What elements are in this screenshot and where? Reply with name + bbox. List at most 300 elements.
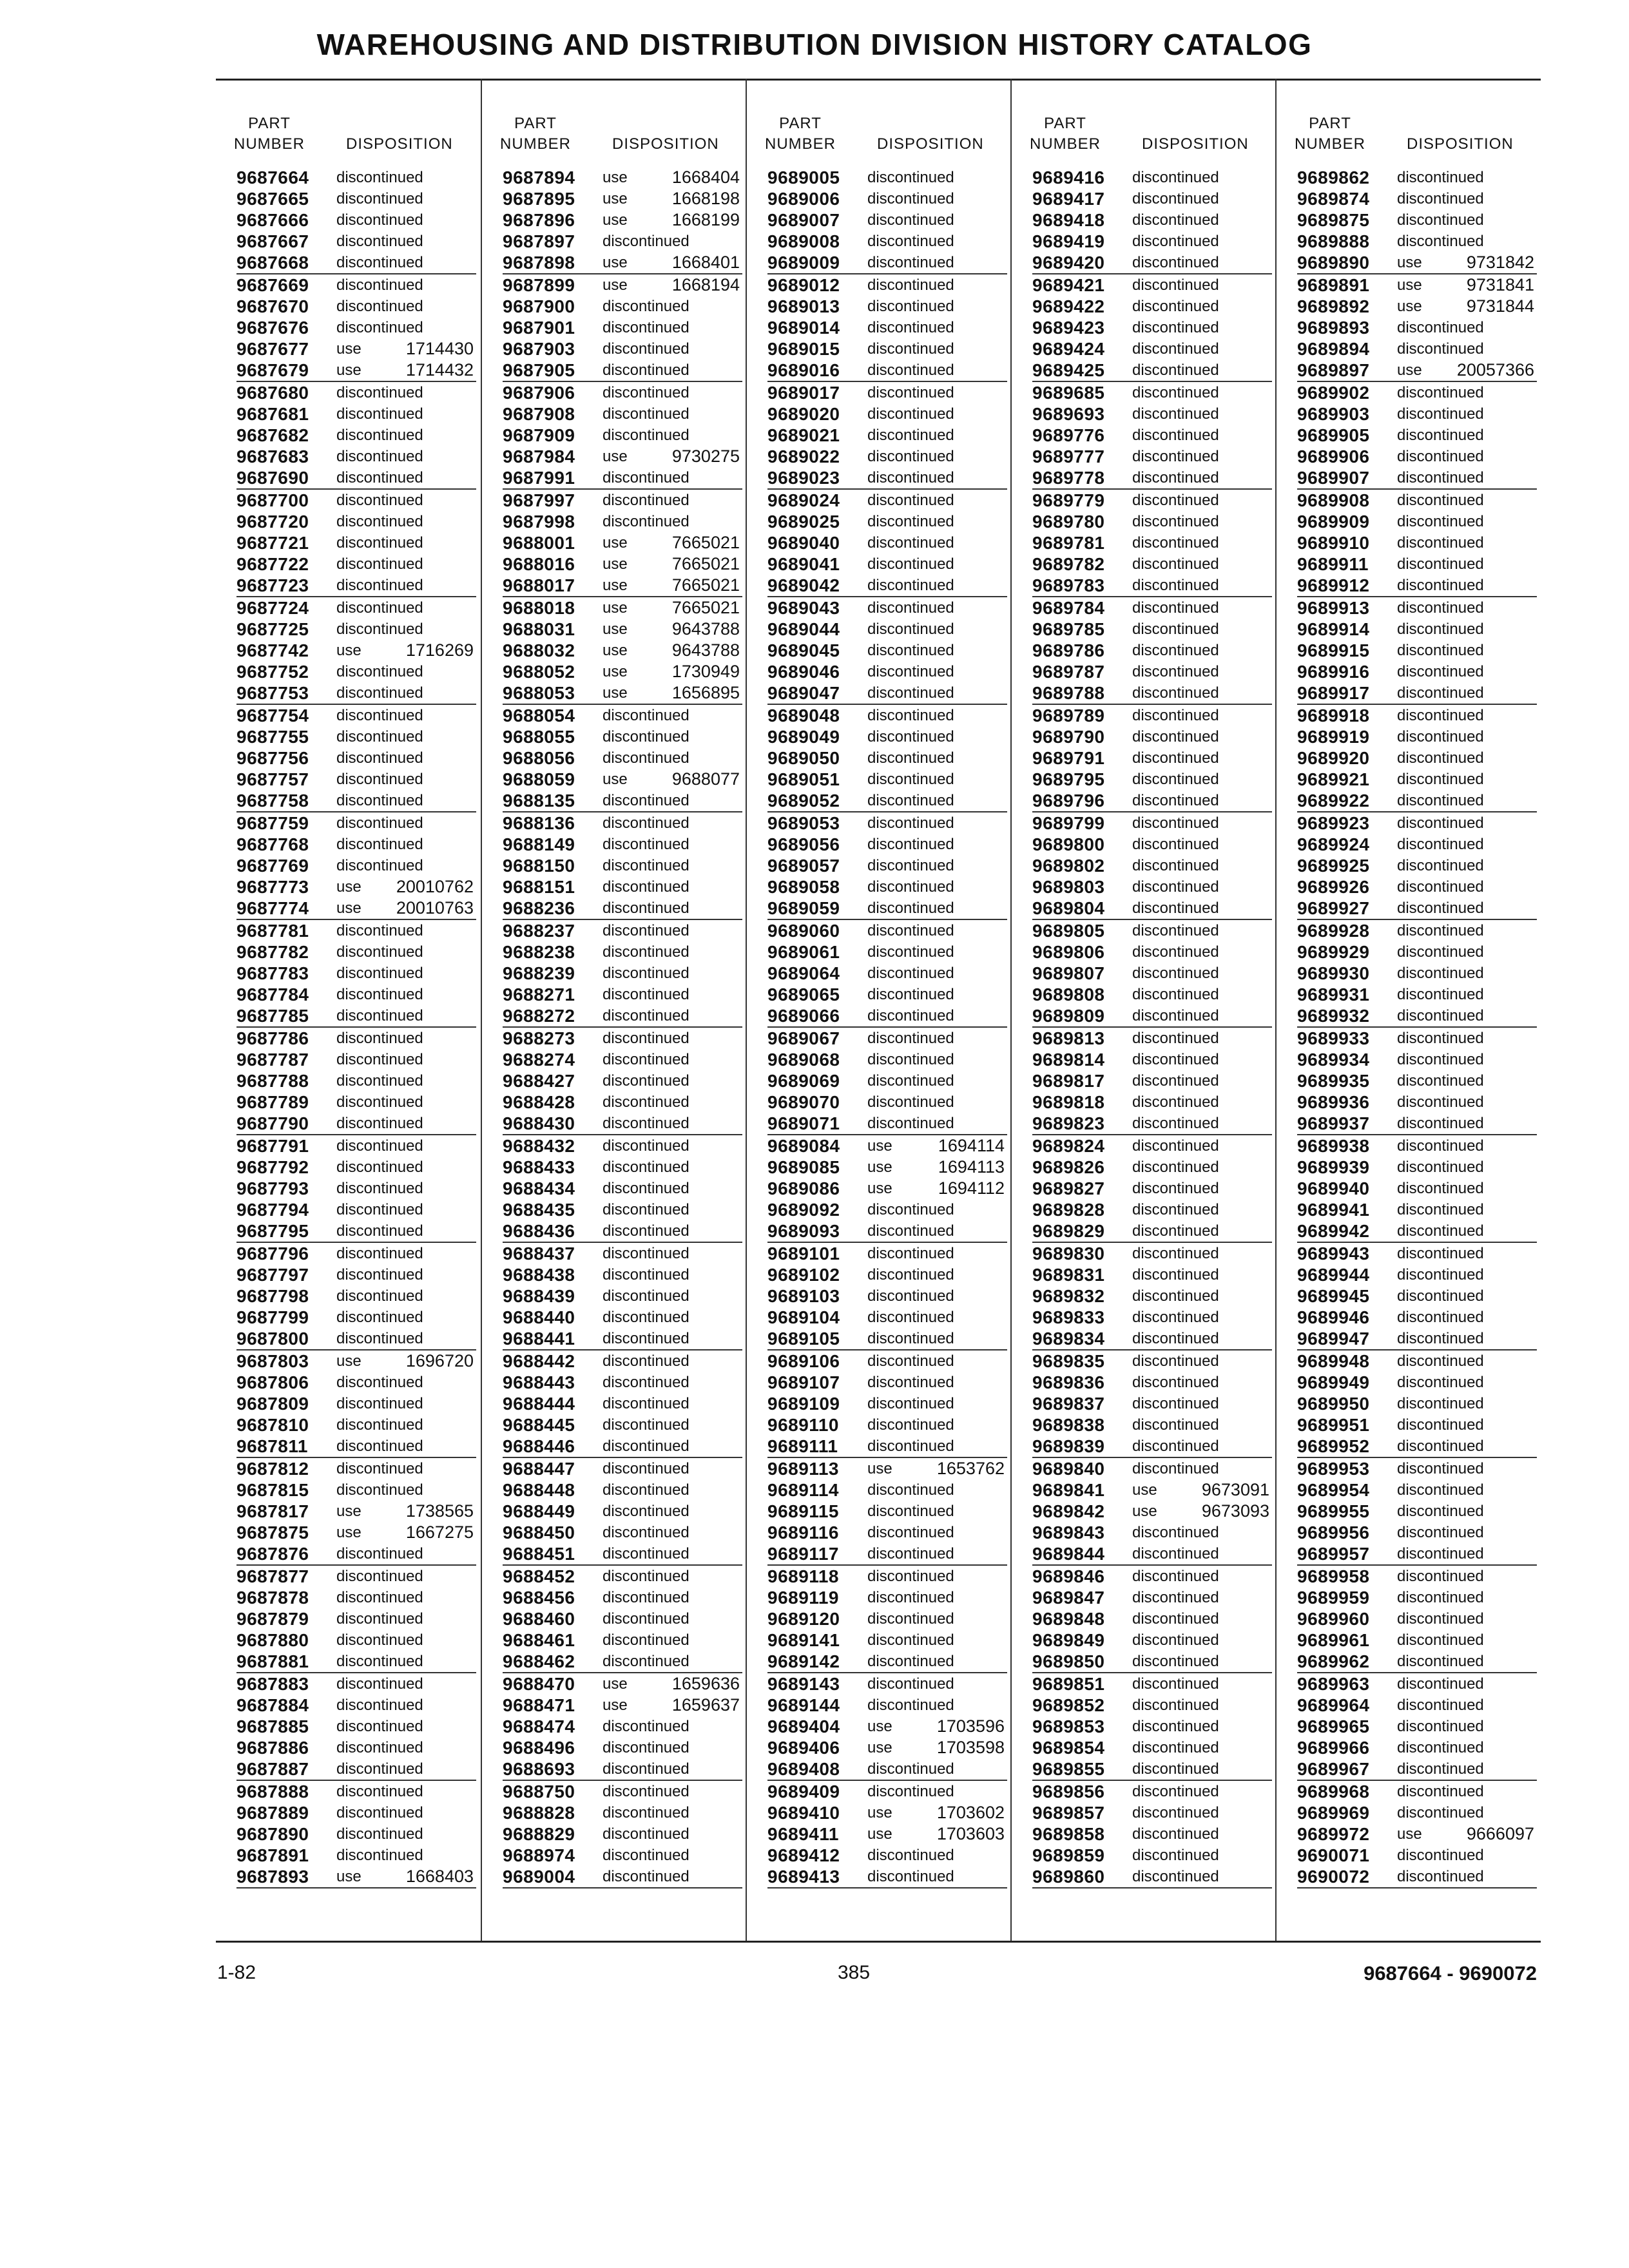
disposition: discontinued [1132,1374,1219,1391]
catalog-row [1297,403,1537,425]
disposition: discontinued [1397,555,1484,573]
catalog-row [767,1264,1007,1285]
part-number: 9689832 [1032,1286,1105,1306]
disposition: use [602,534,628,552]
catalog-row [1297,575,1537,597]
disposition: discontinued [336,922,423,939]
disposition: use [867,1804,892,1821]
disposition: discontinued [1132,254,1219,271]
catalog-row [1297,898,1537,920]
disposition: discontinued [867,340,954,358]
replacement-part-number: 1668403 [405,1867,474,1886]
disposition: discontinued [867,684,954,702]
part-number: 9688238 [503,942,575,962]
replacement-part-number: 1716269 [405,640,474,660]
disposition: use [336,1868,361,1885]
disposition: discontinued [336,233,423,250]
part-number: 9687768 [236,834,309,854]
part-number: 9688436 [503,1221,575,1241]
catalog-row [503,403,742,425]
disposition: discontinued [1132,1007,1219,1024]
catalog-row [767,855,1007,876]
disposition: discontinued [336,599,423,617]
replacement-part-number: 1703598 [936,1738,1005,1757]
disposition: discontinued [1397,1330,1484,1347]
part-number: 9689846 [1032,1566,1105,1586]
part-number: 9689834 [1032,1329,1105,1349]
part-number: 9689806 [1032,942,1105,962]
catalog-row [767,1845,1007,1866]
part-number: 9689049 [767,727,840,747]
part-number: 9687909 [503,425,575,445]
part-number: 9687722 [236,554,309,574]
catalog-row [1297,425,1537,446]
disposition: discontinued [1132,1158,1219,1176]
part-number: 9689925 [1297,856,1370,876]
disposition: discontinued [1397,1696,1484,1714]
catalog-row [767,1673,1007,1695]
disposition: discontinued [867,1653,954,1670]
disposition: discontinued [1397,857,1484,874]
part-number: 9689813 [1032,1028,1105,1048]
part-number: 9689953 [1297,1459,1370,1479]
disposition: discontinued [602,922,689,939]
catalog-row [1297,661,1537,682]
disposition: use [602,448,628,465]
disposition: discontinued [1132,1460,1219,1477]
catalog-row [1032,1028,1272,1049]
catalog-row [1297,726,1537,747]
part-number: 9687758 [236,791,309,811]
disposition: discontinued [1132,814,1219,832]
disposition: discontinued [602,965,689,982]
disposition: discontinued [1132,1051,1219,1068]
part-number: 9689911 [1297,554,1369,574]
disposition: discontinued [1397,1503,1484,1520]
disposition: discontinued [1132,1783,1219,1800]
replacement-part-number: 1667275 [405,1523,474,1542]
part-number: 9689778 [1032,468,1105,488]
replacement-part-number: 9731844 [1466,296,1534,316]
part-number: 9687785 [236,1006,309,1026]
part-number: 9689934 [1297,1050,1370,1070]
part-number: 9689009 [767,253,840,273]
catalog-row [767,812,1007,834]
catalog-row [1297,1845,1537,1866]
catalog-column-5 [1275,79,1541,1941]
part-number: 9689118 [767,1566,839,1586]
part-number: 9689933 [1297,1028,1370,1048]
disposition: discontinued [867,749,954,767]
replacement-part-number: 1694112 [938,1178,1005,1198]
part-number: 9689788 [1032,683,1105,703]
catalog-row [1032,1307,1272,1328]
part-number: 9687894 [503,168,575,187]
disposition: discontinued [1132,1222,1219,1240]
disposition: discontinued [336,1201,423,1218]
part-number: 9688053 [503,683,575,703]
catalog-row [503,1350,742,1372]
catalog-row [767,1220,1007,1243]
disposition: discontinued [1397,899,1484,917]
catalog-row [236,769,476,790]
catalog-row [1032,597,1272,619]
catalog-row [767,1716,1007,1737]
replacement-part-number: 7665021 [671,554,740,573]
disposition: discontinued [867,836,954,853]
part-number: 9689418 [1032,210,1105,230]
catalog-row [236,1135,476,1157]
part-number: 9689965 [1297,1716,1370,1736]
disposition: discontinued [336,684,423,702]
disposition: discontinued [867,1245,954,1262]
part-number: 9689016 [767,360,840,380]
part-number: 9689780 [1032,512,1105,532]
catalog-row [767,834,1007,855]
part-number: 9689950 [1297,1394,1370,1414]
catalog-row [1032,296,1272,317]
part-number: 9687809 [236,1394,309,1414]
disposition: discontinued [1397,707,1484,724]
part-number: 9689842 [1032,1501,1105,1521]
disposition: use [602,254,628,271]
catalog-row [767,231,1007,252]
number-label: NUMBER [1030,135,1101,153]
part-number: 9688449 [503,1501,575,1521]
part-number: 9688439 [503,1286,575,1306]
disposition: discontinued [336,1309,423,1326]
catalog-row [767,1005,1007,1028]
part-number: 9689874 [1297,189,1370,209]
replacement-part-number: 9666097 [1466,1824,1534,1843]
disposition: discontinued [1397,1309,1484,1326]
disposition: discontinued [602,1460,689,1477]
disposition: discontinued [867,1675,954,1693]
part-number: 9689903 [1297,404,1370,424]
catalog-row [1032,640,1272,661]
catalog-row [1297,834,1537,855]
catalog-row [503,532,742,553]
catalog-row [767,1866,1007,1888]
disposition: discontinued [336,1568,423,1585]
replacement-part-number: 20057366 [1456,360,1534,380]
part-number: 9689776 [1032,425,1105,445]
part-number: 9687782 [236,942,309,962]
catalog-row [236,661,476,682]
part-number: 9687810 [236,1415,309,1435]
disposition: discontinued [1132,1760,1219,1778]
catalog-row [236,1522,476,1543]
catalog-row [503,317,742,338]
disposition: discontinued [1132,1568,1219,1585]
part-number: 9689070 [767,1092,840,1112]
disposition: use [336,340,361,358]
catalog-row [767,1414,1007,1436]
catalog-row [1032,876,1272,898]
part-number: 9689972 [1297,1824,1370,1844]
catalog-row [503,705,742,726]
part-number: 9689113 [767,1459,839,1479]
disposition-heading: DISPOSITION [877,135,984,153]
catalog-row [236,1781,476,1802]
part-number: 9689855 [1032,1759,1105,1779]
part-number: 9687883 [236,1674,309,1694]
disposition: discontinued [602,749,689,767]
part-number: 9689838 [1032,1415,1105,1435]
catalog-row [1297,209,1537,231]
disposition: discontinued [336,1137,423,1155]
disposition: discontinued [336,836,423,853]
part-number: 9689043 [767,598,840,618]
replacement-part-number: 1659637 [671,1695,740,1715]
catalog-row [503,1823,742,1845]
catalog-row [236,1372,476,1393]
disposition: discontinued [1132,771,1219,788]
catalog-row [1297,1651,1537,1673]
catalog-row [236,553,476,575]
catalog-row [1032,1629,1272,1651]
disposition: discontinued [1397,1760,1484,1778]
part-number: 9689069 [767,1071,840,1091]
disposition: discontinued [1397,1460,1484,1477]
catalog-row [1032,338,1272,360]
disposition: discontinued [1397,211,1484,229]
catalog-row [236,188,476,209]
catalog-row [767,941,1007,963]
disposition: discontinued [1397,878,1484,896]
part-number: 9688001 [503,533,575,553]
part-number: 9689012 [767,275,840,295]
part-number: 9688438 [503,1265,575,1285]
catalog-row [1032,511,1272,532]
part-number: 9687683 [236,447,309,466]
part-number: 9689071 [767,1113,840,1133]
part-number: 9687886 [236,1738,309,1758]
part-number: 9689941 [1297,1200,1370,1220]
disposition: discontinued [1397,1437,1484,1455]
disposition: discontinued [867,276,954,294]
disposition: discontinued [1397,1245,1484,1262]
part-number: 9689791 [1032,748,1105,768]
disposition: discontinued [336,384,423,401]
catalog-row [1032,1264,1272,1285]
disposition: discontinued [1397,1093,1484,1111]
disposition: discontinued [1132,169,1219,186]
part-number: 9688236 [503,898,575,918]
part-number: 9687891 [236,1845,309,1865]
part-number: 9689785 [1032,619,1105,639]
disposition: discontinued [867,1287,954,1305]
catalog-row [1297,812,1537,834]
part-number: 9687682 [236,425,309,445]
catalog-row [767,1285,1007,1307]
part-number: 9689945 [1297,1286,1370,1306]
catalog-row [1297,1522,1537,1543]
disposition: discontinued [336,492,423,509]
part-number: 9689790 [1032,727,1105,747]
catalog-row [236,1737,476,1758]
disposition: discontinued [1132,1675,1219,1693]
catalog-row [1032,553,1272,575]
part-number: 9688750 [503,1782,575,1802]
part-number: 9687885 [236,1716,309,1736]
part-number: 9689913 [1297,598,1370,618]
part-number: 9688271 [503,985,575,1004]
replacement-part-number: 1738565 [405,1501,474,1521]
disposition: discontinued [1397,469,1484,486]
catalog-row [767,661,1007,682]
disposition: discontinued [867,857,954,874]
disposition: discontinued [867,599,954,617]
disposition: discontinued [867,878,954,896]
part-number: 9689923 [1297,813,1370,833]
part-number: 9687670 [236,296,309,316]
disposition: discontinued [1132,427,1219,444]
disposition: discontinued [867,1395,954,1412]
catalog-row [236,1091,476,1113]
disposition: discontinued [602,1545,689,1562]
disposition: discontinued [1397,1545,1484,1562]
catalog-row [1297,1393,1537,1414]
catalog-row [1297,1220,1537,1243]
catalog-row [1297,1285,1537,1307]
catalog-row [1032,726,1272,747]
part-number: 9689064 [767,963,840,983]
part-number: 9689144 [767,1695,840,1715]
catalog-row [503,467,742,490]
catalog-row [1032,1049,1272,1070]
catalog-row [1032,1673,1272,1695]
disposition: discontinued [1132,1352,1219,1370]
catalog-row [767,403,1007,425]
disposition: discontinued [1397,448,1484,465]
part-number: 9689893 [1297,318,1370,338]
disposition: discontinued [1397,1137,1484,1155]
disposition: discontinued [1132,319,1219,336]
part-number: 9688149 [503,834,575,854]
catalog-row [236,1005,476,1028]
part-number: 9689084 [767,1136,840,1156]
catalog-row [503,640,742,661]
part-number: 9689781 [1032,533,1105,553]
catalog-row [767,1436,1007,1458]
catalog-row [1032,1285,1272,1307]
disposition: use [1397,276,1422,294]
catalog-row [1032,403,1272,425]
disposition: use [867,1718,892,1735]
part-number: 9689425 [1032,360,1105,380]
disposition: discontinued [867,663,954,680]
disposition: discontinued [1132,211,1219,229]
disposition: discontinued [602,1158,689,1176]
part-number: 9689693 [1032,404,1105,424]
disposition: discontinued [336,1739,423,1756]
part-number: 9689417 [1032,189,1105,209]
part-number: 9689943 [1297,1244,1370,1264]
part-number: 9689061 [767,942,840,962]
part-number: 9689857 [1032,1803,1105,1823]
disposition: discontinued [1397,384,1484,401]
part-number: 9689786 [1032,640,1105,660]
part-number: 9687796 [236,1244,309,1264]
part-number: 9689105 [767,1329,840,1349]
part-number-heading [500,113,571,155]
disposition: discontinued [336,1610,423,1628]
part-number: 9689910 [1297,533,1370,553]
disposition: discontinued [1132,1653,1219,1670]
disposition: discontinued [867,642,954,659]
part-number: 9687679 [236,360,309,380]
part-number: 9687788 [236,1071,309,1091]
catalog-row [1297,1781,1537,1802]
catalog-row [1297,1802,1537,1823]
catalog-row [1297,1501,1537,1522]
replacement-part-number: 1668198 [671,189,740,208]
disposition: discontinued [602,1568,689,1585]
catalog-row [1032,1695,1272,1716]
disposition: use [602,663,628,680]
part-number: 9689047 [767,683,840,703]
part-number: 9689783 [1032,575,1105,595]
part-number: 9689964 [1297,1695,1370,1715]
catalog-row [1032,769,1272,790]
catalog-row [767,209,1007,231]
catalog-row [503,1372,742,1393]
catalog-row [1297,1458,1537,1479]
disposition: discontinued [1397,1718,1484,1735]
disposition: discontinued [867,1847,954,1864]
part-number: 9689891 [1297,275,1370,295]
part-number: 9687787 [236,1050,309,1070]
disposition: discontinued [336,857,423,874]
part-number: 9688136 [503,813,575,833]
catalog-row [236,1543,476,1566]
catalog-row [1297,1587,1537,1608]
part-number: 9687723 [236,575,309,595]
catalog-row [1032,274,1272,296]
catalog-row [503,769,742,790]
part-number: 9689014 [767,318,840,338]
disposition: discontinued [1397,1007,1484,1024]
disposition: discontinued [867,1030,954,1047]
catalog-row [1032,252,1272,274]
part-number: 9689796 [1032,791,1105,811]
part-number: 9689025 [767,512,840,532]
part-number: 9688239 [503,963,575,983]
disposition: discontinued [867,361,954,379]
catalog-row [503,167,742,188]
catalog-row [1032,790,1272,812]
disposition: discontinued [336,577,423,594]
disposition: discontinued [1397,965,1484,982]
part-number: 9688272 [503,1006,575,1026]
catalog-row [767,1781,1007,1802]
catalog-row [1297,1243,1537,1264]
disposition: discontinued [1132,1245,1219,1262]
part-number: 9689115 [767,1501,839,1521]
catalog-row [236,1243,476,1264]
disposition: discontinued [867,771,954,788]
disposition: discontinued [867,1760,954,1778]
catalog-row [503,1307,742,1328]
disposition: discontinued [336,1374,423,1391]
catalog-row [1032,1135,1272,1157]
catalog-row [1032,1781,1272,1802]
catalog-row [767,511,1007,532]
catalog-row [1297,1673,1537,1695]
part-number: 9687669 [236,275,309,295]
catalog-row [503,1199,742,1220]
